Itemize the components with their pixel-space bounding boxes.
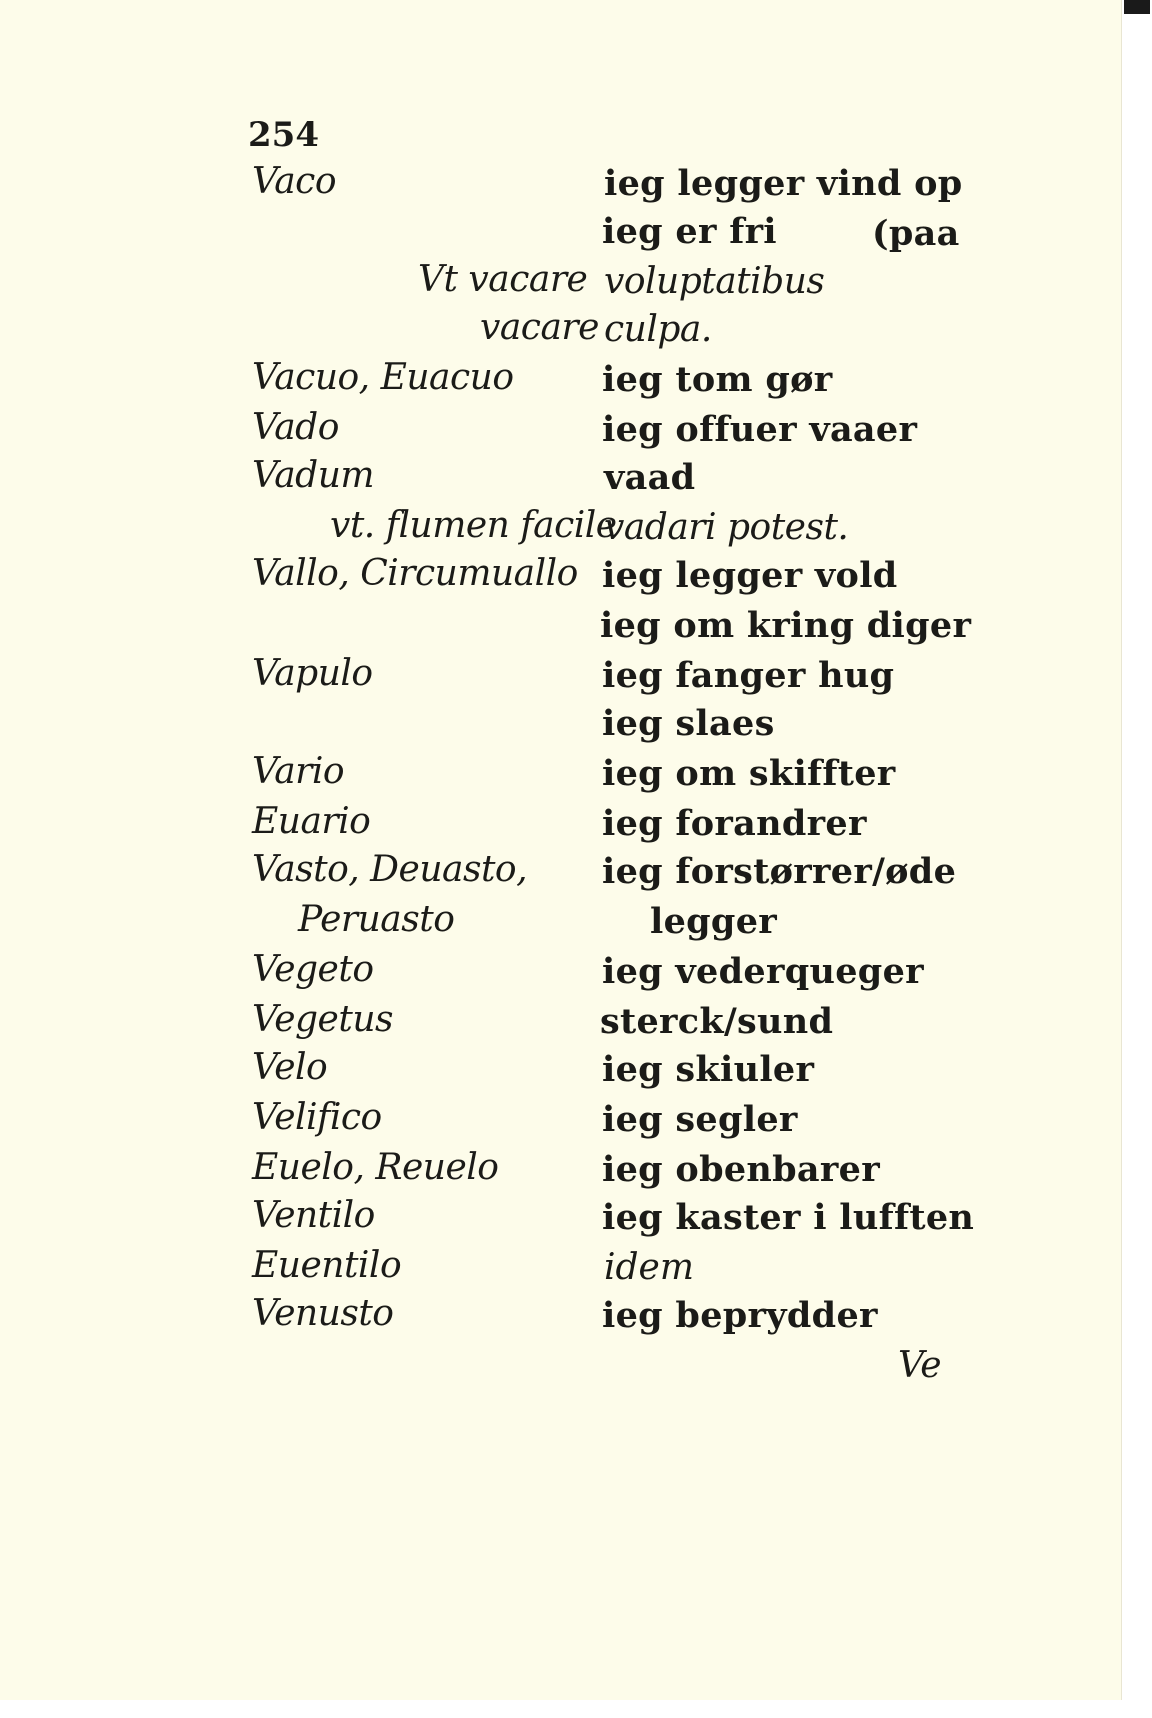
danish-gloss: ieg legger vold	[602, 555, 898, 596]
danish-gloss-continuation: (paa	[872, 213, 960, 254]
latin-gloss: culpa.	[604, 309, 712, 350]
latin-headword: Vado	[252, 407, 339, 448]
latin-headword: Vallo, Circumuallo	[252, 553, 578, 594]
latin-headword: Vegeto	[252, 949, 374, 990]
scan-edge-mark	[1124, 0, 1150, 14]
danish-gloss: ieg slaes	[602, 703, 775, 744]
latin-headword: Euario	[252, 801, 371, 842]
scan-margin-bottom	[0, 1700, 1152, 1718]
catchword: Ve	[898, 1345, 941, 1386]
danish-gloss: ieg obenbarer	[602, 1149, 880, 1190]
latin-headword: Vadum	[252, 455, 375, 496]
danish-gloss: ieg fanger hug	[602, 655, 895, 696]
latin-phrase: vt. flumen facile	[330, 505, 617, 546]
danish-gloss: ieg skiuler	[602, 1049, 815, 1090]
latin-headword: Vario	[252, 751, 345, 792]
danish-gloss: idem	[604, 1247, 694, 1288]
latin-headword: Velifico	[252, 1097, 382, 1138]
latin-headword: Vasto, Deuasto,	[252, 849, 528, 890]
latin-headword-continuation: Peruasto	[298, 899, 455, 940]
danish-gloss-continuation: legger	[650, 901, 778, 942]
danish-gloss: sterck/sund	[600, 1001, 834, 1042]
latin-headword: Vaco	[252, 161, 336, 202]
latin-headword: Euelo, Reuelo	[252, 1147, 499, 1188]
danish-gloss: ieg segler	[602, 1099, 798, 1140]
latin-headword: Vegetus	[252, 999, 393, 1040]
latin-headword: Euentilo	[252, 1245, 402, 1286]
danish-gloss: ieg om kring diger	[600, 605, 972, 646]
danish-gloss: ieg forstørrer/øde	[602, 851, 957, 892]
danish-gloss: vaad	[604, 457, 696, 498]
danish-gloss: ieg tom gør	[602, 359, 833, 400]
danish-gloss: ieg kaster i lufften	[602, 1197, 975, 1238]
danish-gloss: ieg offuer vaaer	[602, 409, 918, 450]
latin-phrase: Vt vacare	[418, 259, 588, 300]
danish-gloss: ieg om skiffter	[602, 753, 896, 794]
latin-headword: Vacuo, Euacuo	[252, 357, 514, 398]
danish-gloss: ieg beprydder	[602, 1295, 878, 1336]
latin-gloss: vadari potest.	[604, 507, 849, 548]
scan-margin-right	[1122, 0, 1152, 1718]
danish-gloss: ieg er fri	[602, 211, 777, 252]
latin-headword: Velo	[252, 1047, 328, 1088]
page-number: 254	[248, 115, 319, 155]
danish-gloss: ieg vederqueger	[602, 951, 924, 992]
latin-phrase: vacare	[480, 307, 599, 348]
latin-headword: Vapulo	[252, 653, 373, 694]
latin-headword: Ventilo	[252, 1195, 375, 1236]
latin-headword: Venusto	[252, 1293, 394, 1334]
latin-gloss: voluptatibus	[604, 261, 825, 302]
danish-gloss: ieg legger vind op	[604, 163, 963, 204]
danish-gloss: ieg forandrer	[602, 803, 867, 844]
